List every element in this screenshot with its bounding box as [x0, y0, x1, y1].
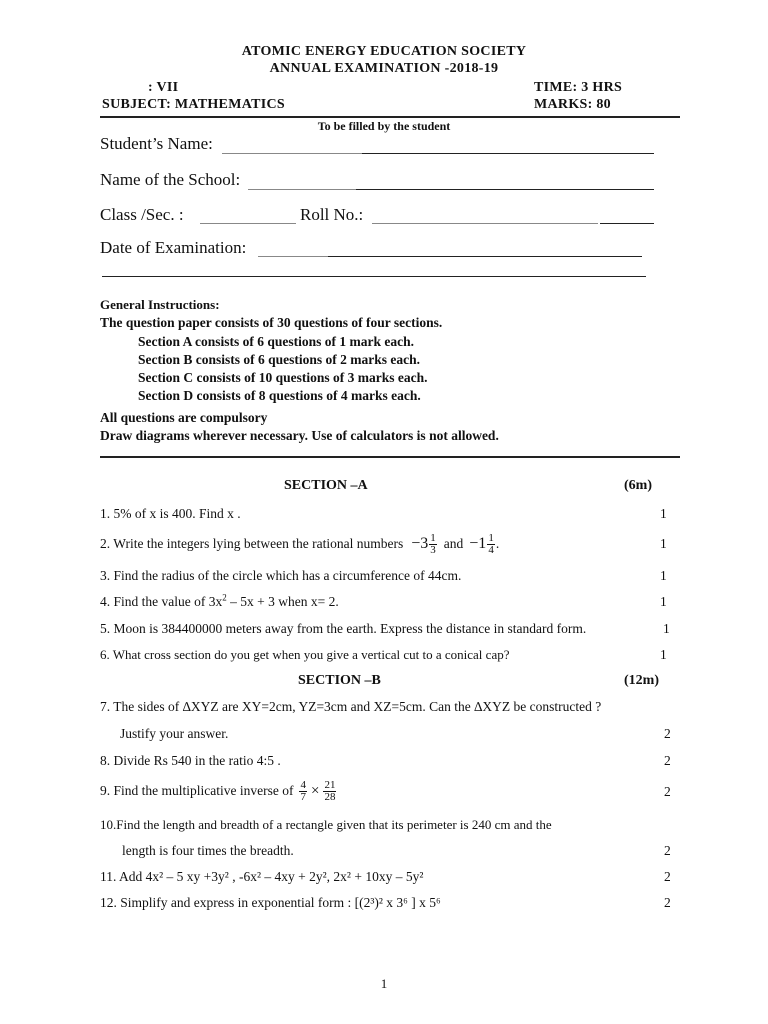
student-name-label: Student’s Name:: [100, 134, 213, 153]
question-10-line-1: 10.Find the length and breadth of a rectangle given that its perimeter is 240 cm and the: [100, 817, 552, 832]
organization-title: ATOMIC ENERGY EDUCATION SOCIETY: [241, 44, 527, 59]
question-9-text: 9. Find the multiplicative inverse of: [100, 783, 294, 798]
exam-title: ANNUAL EXAMINATION -2018-19: [269, 61, 499, 76]
school-name-line: [356, 189, 654, 190]
section-b-title: SECTION –B: [298, 673, 381, 688]
question-1-marks: 1: [660, 506, 667, 521]
instructions-line: The question paper consists of 30 questions of four sections.: [100, 315, 443, 330]
question-10-line-2: length is four times the breadth.: [122, 843, 294, 858]
instructions-heading: General Instructions:: [100, 297, 220, 312]
question-10-marks: 2: [664, 843, 671, 858]
question-4-exponent: 2: [222, 592, 227, 603]
question-2-fraction-2: [487, 533, 495, 556]
section-b-marks: (12m): [624, 673, 659, 688]
instructions-diagrams: Draw diagrams wherever necessary. Use of calculators is not allowed.: [100, 428, 499, 443]
fraction-denominator: 7: [300, 790, 306, 803]
question-4-marks: 1: [660, 594, 667, 609]
question-2-fraction-1-whole: −3: [411, 535, 429, 552]
question-7-line-1: 7. The sides of ∆XYZ are XY=2cm, YZ=3cm and XZ=5cm. Can the ∆XYZ be constructed ?: [100, 699, 602, 714]
question-4: [100, 594, 339, 610]
header-divider: [100, 116, 680, 118]
question-12-marks: 2: [664, 895, 671, 910]
instructions-section-d: Section D consists of 8 questions of 4 marks each.: [138, 388, 421, 403]
question-5-marks: 1: [663, 621, 670, 636]
question-3-marks: 1: [660, 568, 667, 583]
question-4-text-b: – 5x + 3 when x= 2.: [226, 594, 339, 609]
question-6: 6. What cross section do you get when you give a vertical cut to a conical cap?: [100, 647, 510, 662]
class-section-line: [200, 223, 296, 224]
question-9-marks: 2: [664, 784, 671, 799]
question-2-and: and: [443, 536, 464, 551]
question-2-fraction-2-whole: −1: [469, 535, 487, 552]
question-11: 11. Add 4x² – 5 xy +3y² , -6x² – 4xy + 2y², 2x² + 10xy – 5y²: [100, 869, 424, 884]
question-2: 2. Write the integers lying between the rational numbers −3 $\frac{1}{3}$ and −1 $\frac{1}{4}$ .: [100, 531, 500, 556]
question-8-marks: 2: [664, 753, 671, 768]
fraction-numerator: 21: [324, 778, 336, 791]
fraction-denominator: 3: [430, 543, 436, 556]
question-9-fraction-1: [299, 780, 307, 803]
student-name-line: [362, 153, 654, 154]
question-1: 1. 5% of x is 400. Find x .: [100, 506, 241, 521]
question-2-fraction-1: [429, 533, 437, 556]
question-9: [100, 776, 337, 806]
instructions-section-c: Section C consists of 10 questions of 3 marks each.: [138, 370, 428, 385]
exam-date-line-faint: [258, 256, 328, 257]
instructions-section-a: Section A consists of 6 questions of 1 mark each.: [138, 334, 415, 349]
fraction-denominator: 28: [324, 790, 336, 803]
roll-number-line: [600, 223, 654, 224]
question-7-line-2: Justify your answer.: [120, 726, 229, 741]
section-a-title: SECTION –A: [284, 478, 368, 493]
fraction-numerator: 1: [488, 531, 494, 544]
school-name-line-faint: [248, 189, 356, 190]
instructions-section-b: Section B consists of 6 questions of 2 marks each.: [138, 352, 421, 367]
fraction-denominator: 4: [488, 543, 494, 556]
class-label: : VII: [148, 80, 179, 95]
time-label: TIME: 3 HRS: [534, 80, 623, 95]
question-3: 3. Find the radius of the circle which has a circumference of 44cm.: [100, 568, 462, 583]
student-name-line-faint: [222, 153, 362, 154]
roll-number-line-faint: [372, 223, 598, 224]
question-8: 8. Divide Rs 540 in the ratio 4:5 .: [100, 753, 281, 768]
question-4-text-a: 4. Find the value of 3x: [100, 594, 223, 609]
school-name-label: Name of the School:: [100, 170, 241, 189]
instructions-compulsory: All questions are compulsory: [100, 410, 268, 425]
class-section-label: Class /Sec. :: [100, 205, 184, 224]
question-11-marks: 2: [664, 869, 671, 884]
section-a-marks: (6m): [624, 478, 652, 493]
question-2-marks: 1: [660, 536, 667, 551]
question-5: 5. Moon is 384400000 meters away from the earth. Express the distance in standard form.: [100, 621, 587, 636]
question-6-marks: 1: [660, 647, 667, 662]
exam-date-label: Date of Examination:: [100, 238, 247, 257]
marks-label: MARKS: 80: [534, 97, 611, 112]
subject-label: SUBJECT: MATHEMATICS: [102, 97, 285, 112]
fill-note: To be filled by the student: [317, 119, 451, 133]
question-12: 12. Simplify and express in exponential form : [(2³)² x 3⁶ ] x 5⁶: [100, 895, 441, 910]
fraction-numerator: 4: [300, 778, 306, 791]
form-bottom-line: [102, 276, 646, 277]
page-number: 1: [380, 976, 388, 991]
roll-number-label: Roll No.:: [300, 205, 364, 224]
exam-date-line: [328, 256, 642, 257]
fraction-numerator: 1: [430, 531, 436, 544]
instructions-divider: [100, 456, 680, 458]
question-7-marks: 2: [664, 726, 671, 741]
question-9-times: ×: [310, 782, 320, 799]
question-9-fraction-2: [323, 780, 336, 803]
question-2-text: 2. Write the integers lying between the rational numbers: [100, 536, 404, 551]
